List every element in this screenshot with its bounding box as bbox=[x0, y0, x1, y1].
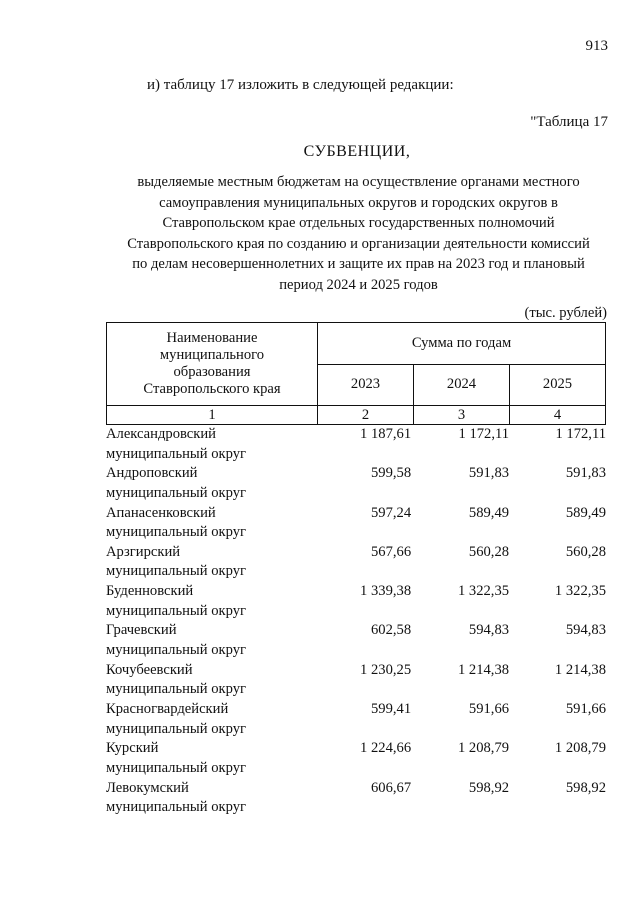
name-line: Буденновский bbox=[106, 583, 194, 600]
municipality-name bbox=[106, 504, 316, 543]
header-name-line: Ставропольского края bbox=[143, 381, 281, 397]
column-number: 3 bbox=[414, 406, 510, 425]
header-name-line: образования bbox=[173, 364, 251, 380]
municipality-name bbox=[106, 543, 316, 582]
value-2023: 1 339,38 bbox=[360, 583, 412, 600]
value-2025: 591,83 bbox=[565, 465, 606, 482]
column-header-year: 2023 bbox=[318, 364, 414, 406]
units-label: (тыс. рублей) bbox=[524, 305, 607, 321]
subtitle-line: по делам несовершеннолетних и защите их прав на 2023 год и плановый bbox=[132, 256, 585, 272]
value-2025: 598,92 bbox=[565, 779, 606, 796]
value-2024: 591,83 bbox=[468, 465, 510, 482]
table-row bbox=[106, 425, 606, 464]
value-2023: 1 187,61 bbox=[360, 426, 412, 442]
value-2023: 599,41 bbox=[370, 701, 412, 718]
name-line: Курский bbox=[106, 740, 159, 757]
municipality-name bbox=[106, 661, 316, 700]
name-line: муниципальный округ bbox=[106, 602, 246, 619]
value-2025: 1 208,79 bbox=[554, 740, 606, 757]
subtitle-line: Ставропольского края по созданию и организации деятельности комиссий bbox=[127, 235, 590, 252]
column-number: 1 bbox=[107, 406, 318, 425]
municipality-name bbox=[106, 700, 316, 739]
value-2024: 591,66 bbox=[468, 701, 510, 718]
header-name-line: муниципального bbox=[159, 347, 265, 363]
column-header-year: 2024 bbox=[414, 364, 510, 406]
name-line: Левокумский bbox=[106, 779, 189, 796]
municipality-name bbox=[106, 779, 316, 818]
name-line: муниципальный округ bbox=[106, 524, 246, 541]
subtitle-line: Ставропольском крае отдельных государственных полномочий bbox=[162, 215, 555, 231]
municipality-name bbox=[106, 425, 316, 464]
value-2023: 1 224,66 bbox=[360, 740, 412, 757]
value-2025: 594,83 bbox=[565, 622, 606, 639]
column-header-year: 2025 bbox=[510, 364, 606, 406]
intro-text: и) таблицу 17 изложить в следующей редакции: bbox=[147, 77, 454, 93]
column-header-sum: Сумма по годам bbox=[318, 323, 606, 365]
name-line: муниципальный округ bbox=[106, 445, 246, 462]
column-number: 4 bbox=[510, 406, 606, 425]
subtitle-line: выделяемые местным бюджетам на осуществление органами местного bbox=[137, 174, 580, 190]
page-number: 913 bbox=[585, 38, 608, 54]
table-row bbox=[106, 464, 606, 503]
value-2024: 1 208,79 bbox=[457, 740, 510, 757]
table-row bbox=[106, 739, 606, 778]
value-2023: 599,58 bbox=[370, 465, 412, 482]
name-line: Красногвардейский bbox=[106, 701, 229, 718]
document-title: СУБВЕНЦИИ, bbox=[303, 143, 411, 160]
table-row bbox=[106, 543, 606, 582]
name-line: муниципальный округ bbox=[106, 681, 246, 698]
name-line: Грачевский bbox=[106, 622, 177, 639]
subtitle-line: самоуправления муниципальных округов и городских округов в bbox=[159, 194, 558, 211]
name-line: муниципальный округ bbox=[106, 720, 246, 737]
value-2025: 591,66 bbox=[565, 701, 606, 718]
value-2024: 594,83 bbox=[468, 622, 510, 639]
municipality-name bbox=[106, 464, 316, 503]
municipality-name bbox=[106, 621, 316, 660]
name-line: муниципальный округ bbox=[106, 759, 246, 776]
name-line: Апанасенковский bbox=[106, 504, 216, 521]
name-line: Александровский bbox=[106, 426, 216, 442]
value-2024: 598,92 bbox=[468, 779, 510, 796]
value-2023: 1 230,25 bbox=[360, 661, 412, 678]
column-header-name bbox=[107, 323, 318, 406]
table-body bbox=[106, 425, 606, 818]
name-line: муниципальный округ bbox=[106, 641, 246, 658]
table-row bbox=[106, 700, 606, 739]
name-line: муниципальный округ bbox=[106, 484, 246, 501]
value-2025: 1 322,35 bbox=[554, 583, 606, 600]
table-label: "Таблица 17 bbox=[530, 114, 608, 130]
value-2023: 567,66 bbox=[370, 543, 412, 560]
value-2024: 1 172,11 bbox=[458, 426, 510, 442]
value-2025: 1 172,11 bbox=[555, 426, 606, 442]
municipality-name bbox=[106, 582, 316, 621]
value-2024: 1 214,38 bbox=[457, 661, 510, 678]
name-line: Кочубеевский bbox=[106, 661, 193, 678]
value-2023: 597,24 bbox=[370, 504, 412, 521]
table-row bbox=[106, 504, 606, 543]
name-line: Андроповский bbox=[106, 465, 198, 482]
name-line: муниципальный округ bbox=[106, 563, 246, 580]
table-row bbox=[106, 582, 606, 621]
value-2025: 560,28 bbox=[565, 543, 606, 560]
name-line: Арзгирский bbox=[106, 543, 181, 560]
value-2025: 1 214,38 bbox=[554, 661, 606, 678]
name-line: муниципальный округ bbox=[106, 799, 246, 816]
value-2025: 589,49 bbox=[565, 504, 606, 521]
value-2024: 1 322,35 bbox=[457, 583, 510, 600]
value-2024: 589,49 bbox=[468, 504, 510, 521]
value-2023: 602,58 bbox=[370, 622, 412, 639]
municipality-name bbox=[106, 739, 316, 778]
column-number: 2 bbox=[318, 406, 414, 425]
header-name-line: Наименование bbox=[166, 330, 258, 346]
table-header bbox=[106, 322, 606, 425]
value-2024: 560,28 bbox=[468, 543, 510, 560]
table-row bbox=[106, 779, 606, 818]
subtitle-line: период 2024 и 2025 годов bbox=[279, 276, 438, 293]
table-row bbox=[106, 621, 606, 660]
value-2023: 606,67 bbox=[370, 779, 412, 796]
document-subtitle bbox=[106, 172, 611, 295]
table-row bbox=[106, 661, 606, 700]
